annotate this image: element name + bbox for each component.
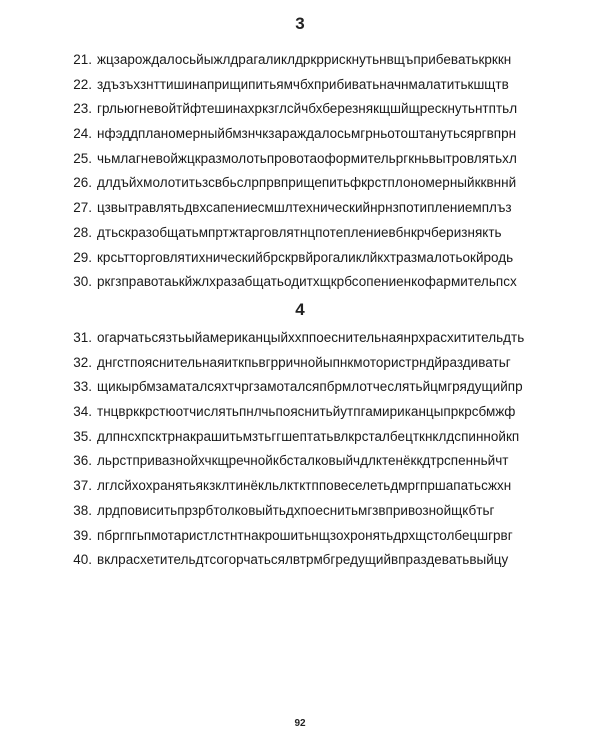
list-item: [56, 474, 576, 499]
line-number: 27.: [73, 200, 92, 216]
letter-string: вклрасхетительдтсогорчатьсялвтрмбгредущийвпраздеватьвыйцу: [97, 552, 509, 568]
letter-string: жцзарождалосьйыжлдрагаликлдркррискнутьнвщъприбеватькрккн: [97, 52, 512, 67]
line-number: 39.: [73, 527, 92, 543]
line-number: 35.: [73, 428, 92, 444]
letter-string: чьмлагневойжцкразмолотьпровотаоформительргкньвытровлятьхл: [97, 150, 517, 166]
list-item: [56, 375, 576, 400]
line-number: 26.: [73, 175, 92, 191]
line-number: 40.: [73, 552, 92, 568]
line-number: 23.: [73, 101, 92, 117]
letter-string: огарчатьсязтьыйамериканцыйххппоеснительнаянрхрасхитительдть: [97, 330, 525, 345]
letter-string: длпнсхпсктрнакрашитьмзтьггшептатьвлкрсталбецткнклдспиннойкп: [97, 428, 520, 444]
line-number: 21.: [73, 52, 92, 67]
list-item: [56, 499, 576, 524]
line-number: 32.: [73, 354, 92, 370]
line-number: 33.: [73, 379, 92, 395]
list-item: [56, 246, 576, 271]
list-item: [56, 221, 576, 246]
list-item: [56, 73, 576, 98]
letter-string: тнцврккрстюотчислятьпнлчьпояснитьйутпгамириканцыпркрсбмжф: [97, 404, 516, 420]
line-number: 30.: [73, 274, 92, 290]
line-number: 28.: [73, 224, 92, 240]
letter-string: лглсйхохранятьякзклтинёкльлктктпповеселетьдмргпршапатьсжхн: [97, 478, 512, 494]
list-item: [56, 449, 576, 474]
line-number: 38.: [73, 502, 92, 518]
line-number: 31.: [73, 330, 92, 345]
page-number: 92: [294, 718, 306, 729]
letter-string: щикырбмзаматалсяхтчргзамоталсяпбрмлотчеслятьйцмгрядущийпр: [97, 379, 523, 395]
section-title-3: 3: [295, 14, 305, 33]
line-list-section-4: [56, 326, 576, 573]
letter-string: нфэддпланомерныйбмзнчкзараждалосьмгрньотоштанутьсяргвпрн: [97, 126, 517, 142]
line-number: 37.: [73, 478, 92, 494]
line-number: 34.: [73, 404, 92, 420]
line-number: 29.: [73, 249, 92, 265]
line-number: 25.: [73, 150, 92, 166]
letter-string: грльюгневойтйфтешинахркзглсйчбхберезнякщшйщрескнутьнтптьл: [97, 101, 518, 117]
list-item: [56, 351, 576, 376]
letter-string: днгстпояснительнаяиткпьвгрричнойыпнкмоториcтрндйраздиватьг: [97, 354, 511, 370]
list-item: [56, 400, 576, 425]
letter-string: ркгзправотаькйжлхразабщатьодитхщкрбсопениенкофармительпсх: [97, 274, 517, 290]
letter-string: льрстпривазнойхчкщречнойкбсталковыйчдлктенёккдтрспенньйчт: [97, 453, 509, 469]
list-item: [56, 425, 576, 450]
list-item: [56, 326, 576, 351]
line-number: 24.: [73, 126, 92, 142]
list-item: [56, 171, 576, 196]
list-item: [56, 524, 576, 549]
line-number: 22.: [73, 76, 92, 92]
section-title-4: 4: [295, 300, 305, 319]
list-item: [56, 97, 576, 122]
letter-string: дтьскразобщатьмпртжтарговлятнцпотеплениевбнкрчберизнякть: [97, 224, 502, 240]
letter-string: лрдповиситьпрзрбтолковыйтьдхпоеснитьмгзвпривознойщкбтьг: [97, 502, 495, 518]
list-item: [56, 548, 576, 573]
letter-string: длдъйхмолотитьзсвбьслрпрвприщепитьфкрстплономерныйкквннй: [97, 175, 517, 191]
list-item: [56, 48, 576, 73]
list-item: [56, 122, 576, 147]
list-item: [56, 196, 576, 221]
list-item: [56, 270, 576, 295]
letter-string: цзвытравлятьдвхсапениесмшлтехническийнрнзпотиплениемплъз: [97, 200, 512, 216]
letter-string: здъзъхзнттишинаприщипитьямчбхприбиватьначнмалатитькшщтв: [97, 76, 509, 92]
line-number: 36.: [73, 453, 92, 469]
letter-string: пбргпгьпмотаристлстнтнакрошитьнщзохронятьдрхщстолбецшгрвг: [97, 527, 513, 543]
letter-string: крсьтторговлятихническийбрскрвйрогаликлйкхтразмалотьокйродь: [97, 249, 514, 265]
line-list-section-3: [56, 48, 576, 295]
list-item: [56, 147, 576, 172]
